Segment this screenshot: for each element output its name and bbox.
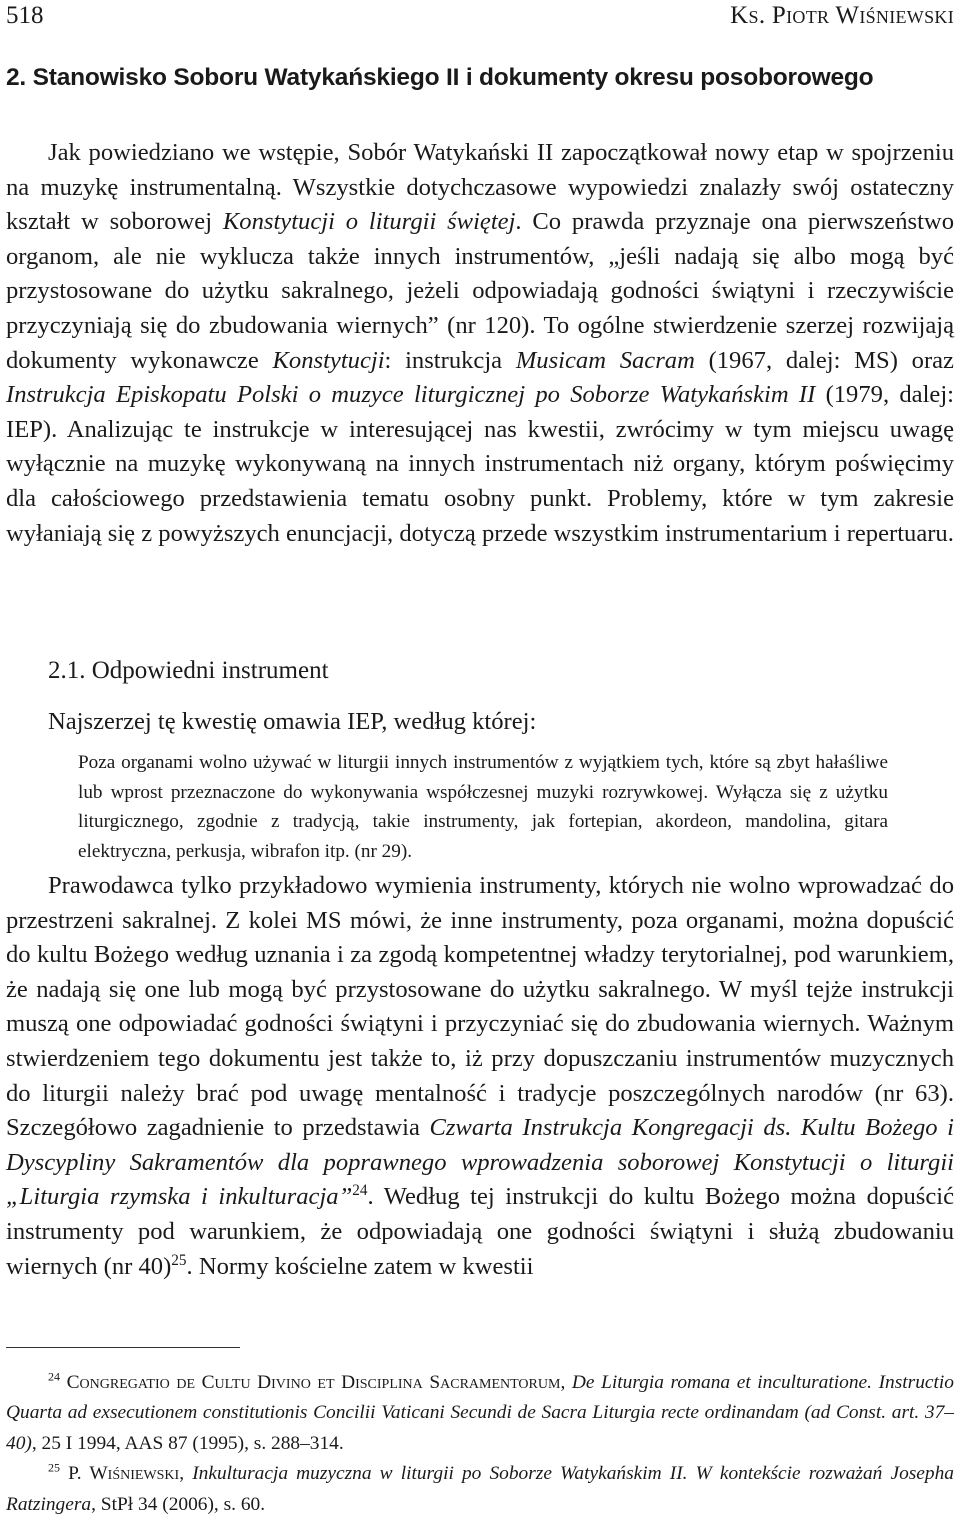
para3-text-1: Prawodawca tylko przykładowo wymienia instrumenty, których nie wolno wprowadzać do przestrzeni sakralnej. Z kolei MS mówi, że inne instrumenty, poza organami, można dopuścić do kultu Bożego według uznania i za zgodą kompetentnej władzy terytorialnej, pod warunkiem, że nadają się one lub mogą być przystosowane do użytku sakralnego. W myśl tejże instrukcji muszą one odpowiadać godności świątyni i przyczyniać się do zbudowania wiernych. Ważnym stwierdzeniem tego dokumentu jest także to, iż przy dopuszczaniu instrumentów muzycznych do liturgii należy brać pod uwagę mentalność i tradycje poszczególnych narodów (nr 63). Szczegółowo zagadnienie to przedstawia xyxy=(6,872,954,1142)
footnote-ref-25[interactable]: 25 xyxy=(171,1251,187,1269)
footnote-separator: , xyxy=(560,1372,572,1393)
body-paragraph-3 xyxy=(6,869,954,1284)
para1-text-2: . Co prawda przyznaje ona pierwszeństwo organom, ale nie wyklucza także innych instrumentów, „jeśli nadają się albo mogą być przystosowane do użytku sakralnego, jeżeli odpowiadają godności świątyni i rzeczywiście przyczyniają się do zbudowania wiernych” (nr 120). To ogólne stwierdzenie szerzej rozwijają dokumenty wykonawcze xyxy=(6,208,954,374)
running-head xyxy=(6,2,954,38)
page-number: 518 xyxy=(6,2,44,29)
para1-italic-3: Musicam Sacram xyxy=(515,346,695,374)
para3-text-3: . Normy kościelne zatem w kwestii xyxy=(186,1252,534,1280)
footnote-24 xyxy=(6,1368,954,1459)
footnote-divider xyxy=(6,1347,240,1348)
para1-text-1: Jak powiedziano we wstępie, Sobór Watykański II zapoczątkował nowy etap w spojrzeniu na muzykę instrumentalną. Wszystkie dotychczasowe wypowiedzi znalazły swój ostateczny kształt w soborowej xyxy=(6,139,954,236)
block-quote xyxy=(78,748,888,866)
para1-italic-1: Konstytucji o liturgii świętej xyxy=(222,208,516,236)
footnote-reference: , StPł 34 (2006), s. 60. xyxy=(91,1493,266,1515)
footnote-25 xyxy=(6,1459,954,1520)
para1-text-4: (1967, dalej: MS) oraz xyxy=(694,346,954,374)
footnote-number: 24 xyxy=(48,1369,61,1384)
para2-text: Najszerzej tę kwestię omawia IEP, według której: xyxy=(48,708,537,735)
footnote-number: 25 xyxy=(48,1460,61,1475)
footnote-reference: , 25 I 1994, AAS 87 (1995), s. 288–314. xyxy=(31,1432,344,1454)
footnote-author: Congregatio de Cultu Divino et Disciplina Sacramentorum xyxy=(66,1372,561,1393)
footnote-title: De Liturgia romana et inculturatione. Instructio Quarta ad exsecutionem constitutionis Concilii Vaticani Secundi de Sacra Liturgia recte ordinandam (ad Const. art. 37–40) xyxy=(6,1372,954,1454)
subsection-title: 2.1. Odpowiedni instrument xyxy=(48,657,329,684)
footnotes xyxy=(6,1368,954,1520)
para3-italic-1: Czwarta Instrukcja Kongregacji ds. Kultu Bożego i Dyscypliny Sakramentów dla poprawnego wprowadzenia soborowej Konstytucji o liturgii „Liturgia rzymska i inkulturacja” xyxy=(6,1114,954,1211)
footnote-separator: , xyxy=(179,1463,193,1485)
para3-text-2: . Według tej instrukcji do kultu Bożego można dopuścić instrumenty pod warunkiem, że odpowiadają one godności świątyni i służą zbudowaniu wiernych (nr 40) xyxy=(6,1183,954,1280)
footnote-author: P. Wiśniewski xyxy=(68,1463,180,1485)
body-paragraph-2 xyxy=(6,705,954,740)
footnote-ref-24[interactable]: 24 xyxy=(352,1182,368,1200)
quote-text: Poza organami wolno używać w liturgii innych instrumentów z wyjątkiem tych, które są zbyt hałaśliwe lub wprost przeznaczone do wykonywania współczesnej muzyki rozrywkowej. Wyłącza się z użytku liturgicznego, zgodnie z tradycją, takie instrumenty, jak fortepian, akordeon, mandolina, gitara elektryczna, perkusja, wibrafon itp. (nr 29). xyxy=(78,752,888,862)
para1-text-3: : instrukcja xyxy=(384,346,516,374)
para1-text-5: (1979, dalej: IEP). Analizując te instrukcje w interesującej nas kwestii, zwrócimy w tym miejscu uwagę wyłącznie na muzykę wykonywaną na innych instrumentach niż organy, którym poświęcimy dla całościowego przedstawienia tematu osobny punkt. Problemy, które w tym zakresie wyłaniają się z powyższych enuncjacji, dotyczą przede wszystkim instrumentarium i repertuaru. xyxy=(6,381,955,547)
para1-italic-2: Konstytucji xyxy=(272,346,385,374)
section-title: 2. Stanowisko Soboru Watykańskiego II i dokumenty okresu posoborowego xyxy=(6,64,874,91)
footnote-title: Inkulturacja muzyczna w liturgii po Soborze Watykańskim II. W kontekście rozważań Josepha Ratzingera xyxy=(6,1463,954,1515)
running-head-author: Ks. Piotr Wiśniewski xyxy=(730,2,954,29)
body-paragraph-1 xyxy=(6,136,954,551)
para1-italic-4: Instrukcja Episkopatu Polski o muzyce liturgicznej po Soborze Watykańskim II xyxy=(6,381,816,409)
